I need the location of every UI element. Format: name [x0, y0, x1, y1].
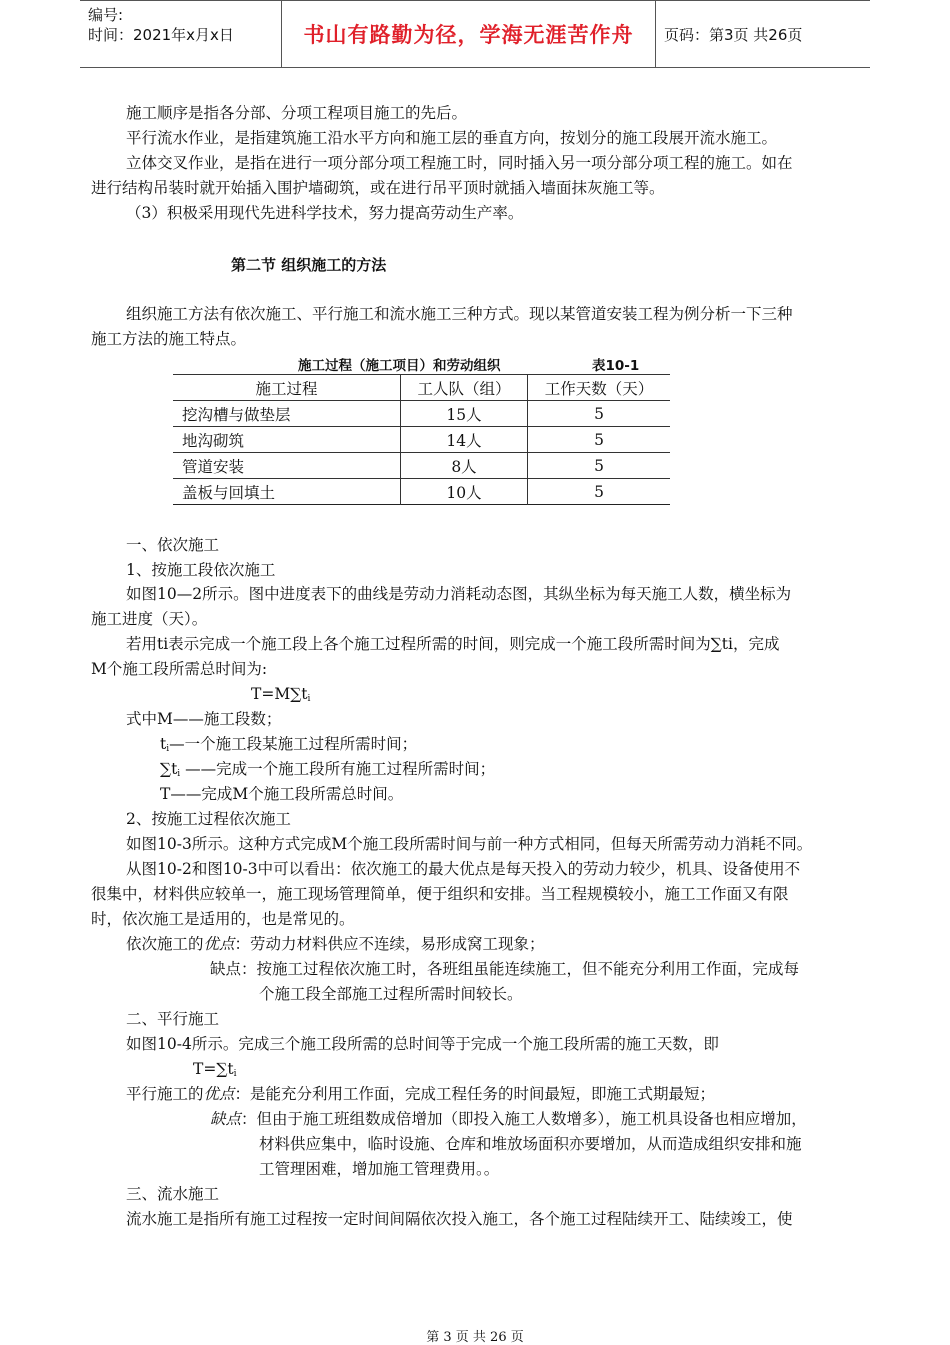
- formula-subscript: i: [307, 694, 311, 704]
- header-page-info: 页码：第3页 共26页: [664, 25, 803, 44]
- paragraph: 进行结构吊装时就开始插入围护墙砌筑，或在进行吊平顶时就插入墙面抹灰施工等。: [91, 179, 665, 197]
- heading: 一、依次施工: [126, 536, 220, 554]
- symbol: t: [160, 735, 167, 753]
- table-row: [173, 401, 670, 427]
- paragraph: [126, 934, 545, 954]
- table-row: [173, 453, 670, 479]
- table-row: [173, 479, 670, 505]
- paragraph: 如图10-4所示。完成三个施工段所需的总时间等于完成一个施工段所需的施工天数，即: [126, 1035, 719, 1053]
- emphasis: 缺点: [210, 1110, 242, 1128]
- paragraph: 组织施工方法有依次施工、平行施工和流水施工三种方式。现以某管道安装工程为例分析一下三种: [126, 305, 793, 323]
- page-header: [80, 0, 870, 68]
- formula: [193, 1059, 237, 1084]
- header-motto: 书山有路勤为径，学海无涯苦作舟: [282, 1, 656, 67]
- paragraph: 立体交叉作业，是指在进行一项分部分项工程施工时，同时插入另一项分部分项工程的施工。如在: [126, 154, 793, 172]
- table-cell: 盖板与回填土: [173, 479, 401, 505]
- paragraph: [126, 1084, 715, 1104]
- formula-text: T=∑t: [193, 1060, 234, 1078]
- page-footer: 第 3 页 共 26 页: [426, 1330, 524, 1345]
- table-cell: 15人: [401, 401, 528, 427]
- paragraph: （3）积极采用现代先进科学技术，努力提高劳动生产率。: [126, 204, 524, 222]
- table-cell: 地沟砌筑: [173, 427, 401, 453]
- table-header-row: [173, 375, 670, 401]
- emphasis: 优点: [203, 935, 235, 953]
- paragraph: [210, 959, 799, 979]
- paragraph: 式中M——施工段数；: [126, 710, 282, 728]
- paragraph: 个施工段全部施工过程所需时间较长。: [259, 985, 523, 1003]
- text: 平行施工的: [126, 1085, 204, 1103]
- table-caption: 施工过程（施工项目）和劳动组织: [298, 358, 501, 374]
- labor-table: [173, 374, 670, 505]
- table-cell: 管道安装: [173, 453, 401, 479]
- paragraph: 若用ti表示完成一个施工段上各个施工过程所需的时间，则完成一个施工段所需时间为∑ti，完成: [126, 635, 780, 653]
- text: ：但由于施工班组数成倍增加（即投入施工人数增多），施工机具设备也相应增加，: [241, 1110, 807, 1128]
- table-row: [173, 427, 670, 453]
- column-header: 工作天数（天）: [528, 375, 671, 401]
- paragraph: 施工方法的施工特点。: [91, 330, 247, 348]
- time-label: 时间：2021年x月x日: [88, 26, 234, 44]
- table-cell: 5: [528, 453, 671, 479]
- paragraph: 很集中，材料供应较单一，施工现场管理简单，便于组织和安排。当工程规模较小，施工工作面又有限: [91, 885, 789, 903]
- text: ：按施工过程依次施工时，各班组虽能连续施工，但不能充分利用工作面，完成每: [241, 960, 800, 978]
- paragraph: 时，依次施工是适用的，也是常见的。: [91, 910, 355, 928]
- definition: [160, 734, 417, 759]
- definition: T——完成M个施工段所需总时间。: [160, 785, 404, 803]
- heading: 1、按施工段依次施工: [126, 561, 276, 579]
- paragraph: M个施工段所需总时间为:: [91, 660, 268, 678]
- paragraph: 从图10-2和图10-3中可以看出：依次施工的最大优点是每天投入的劳动力较少，机具、设备使用不: [126, 860, 801, 878]
- paragraph: 平行流水作业，是指建筑施工沿水平方向和施工层的垂直方向，按划分的施工段展开流水施工。: [126, 129, 778, 147]
- paragraph: 施工顺序是指各分部、分项工程项目施工的先后。: [126, 104, 468, 122]
- heading: 2、按施工过程依次施工: [126, 810, 291, 828]
- formula-text: T=M∑t: [251, 685, 308, 703]
- table-cell: 5: [528, 427, 671, 453]
- table-number: 表10-1: [592, 358, 640, 374]
- column-header: 施工过程: [173, 375, 401, 401]
- paragraph: 工管理困难，增加施工管理费用。。: [259, 1160, 500, 1178]
- paragraph: 流水施工是指所有施工过程按一定时间间隔依次投入施工，各个施工过程陆续开工、陆续竣工，使: [126, 1210, 793, 1228]
- text: ：是能充分利用工作面，完成工程任务的时间最短，即施工式期最短；: [234, 1085, 716, 1103]
- paragraph: 施工进度（天）。: [91, 610, 208, 628]
- emphasis: 优点: [203, 1085, 235, 1103]
- paragraph: [210, 1109, 807, 1129]
- definition: [160, 759, 495, 784]
- formula-subscript: i: [233, 1069, 237, 1079]
- header-meta: [80, 1, 282, 67]
- paragraph: 如图10-3所示。这种方式完成M个施工段所需时间与前一种方式相同，但每天所需劳动力消耗不同。: [126, 835, 813, 853]
- text: 缺点: [210, 960, 242, 978]
- symbol: ∑t: [160, 760, 178, 778]
- definition-text: ——完成一个施工段所有施工过程所需时间；: [180, 760, 496, 778]
- table-cell: 10人: [401, 479, 528, 505]
- section-title: 第二节 组织施工的方法: [231, 256, 387, 274]
- paragraph: 如图10—2所示。图中进度表下的曲线是劳动力消耗动态图，其纵坐标为每天施工人数，横坐标为: [126, 585, 792, 603]
- text: 依次施工的: [126, 935, 204, 953]
- number-label: 编号:: [88, 6, 124, 24]
- formula: [251, 684, 310, 709]
- definition-text: —一个施工段某施工过程所需时间；: [169, 735, 418, 753]
- table-cell: 5: [528, 479, 671, 505]
- table-cell: 8人: [401, 453, 528, 479]
- heading: 三、流水施工: [126, 1185, 220, 1203]
- symbol-subscript: i: [166, 744, 170, 754]
- column-header: 工人队（组）: [401, 375, 528, 401]
- table-cell: 14人: [401, 427, 528, 453]
- heading: 二、平行施工: [126, 1010, 220, 1028]
- table-cell: 挖沟槽与做垫层: [173, 401, 401, 427]
- paragraph: 材料供应集中，临时设施、仓库和堆放场面积亦要增加，从而造成组织安排和施: [259, 1135, 802, 1153]
- table-cell: 5: [528, 401, 671, 427]
- symbol-subscript: i: [177, 769, 181, 779]
- text: ：劳动力材料供应不连续，易形成窝工现象；: [234, 935, 545, 953]
